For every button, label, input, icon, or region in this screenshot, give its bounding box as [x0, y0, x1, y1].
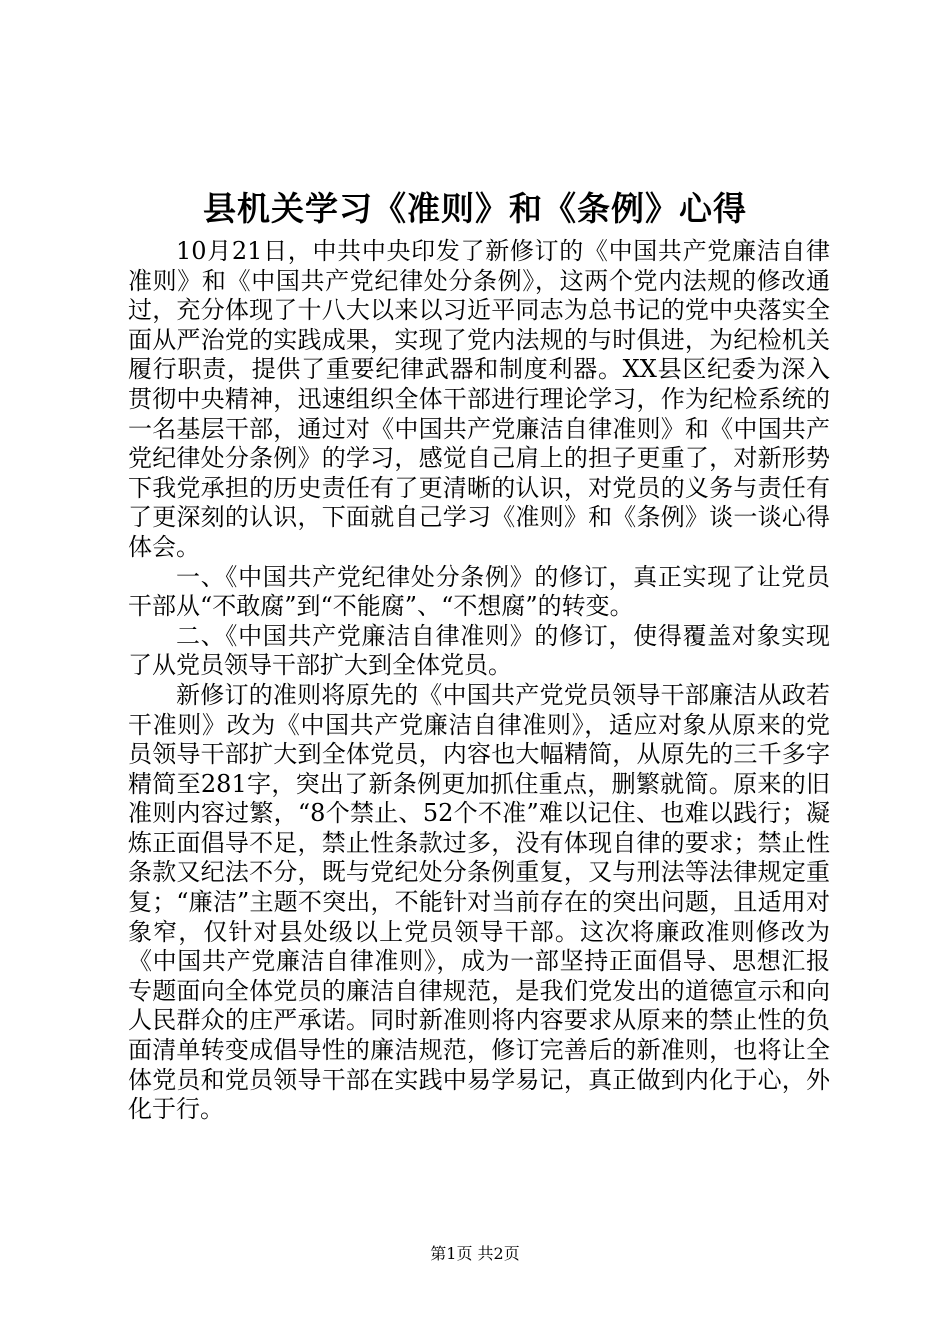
document-title: 县机关学习《准则》和《条例》心得: [203, 189, 747, 228]
paragraph-detail: 新修订的准则将原先的《中国共产党党员领导干部廉洁从政若干准则》改为《中国共产党廉洁自律准则》，适应对象从原来的党员领导干部扩大到全体党员，内容也大幅精简，从原先的三千多字精简至281字，突出了新条例更加抓住重点，删繁就简。原来的旧准则内容过繁，“8个禁止、52个不准”难以记住、也难以践行；凝炼正面倡导不足，禁止性条款过多，没有体现自律的要求；禁止性条款又纪法不分，既与党纪处分条例重复，又与刑法等法律规定重复；“廉洁”主题不突出，不能针对当前存在的突出问题，且适用对象窄，仅针对县处级以上党员领导干部。这次将廉政准则修改为《中国共产党廉洁自律准则》，成为一部坚持正面倡导、思想汇报专题面向全体党员的廉洁自律规范，是我们党发出的道德宣示和向人民群众的庄严承诺。同时新准则将内容要求从原来的禁止性的负面清单转变成倡导性的廉洁规范，修订完善后的新准则，也将让全体党员和党员领导干部在实践中易学易记，真正做到内化于心，外化于行。: [128, 680, 830, 1124]
paragraph-intro: 10月21日，中共中央印发了新修订的《中国共产党廉洁自律准则》和《中国共产党纪律处分条例》，这两个党内法规的修改通过，充分体现了十八大以来以习近平同志为总书记的党中央落实全面从严治党的实践成果，实现了党内法规的与时俱进，为纪检机关履行职责，提供了重要纪律武器和制度利器。XX县区纪委为深入贯彻中央精神，迅速组织全体干部进行理论学习，作为纪检系统的一名基层干部，通过对《中国共产党廉洁自律准则》和《中国共产党纪律处分条例》的学习，感觉自己肩上的担子更重了，对新形势下我党承担的历史责任有了更清晰的认识，对党员的义务与责任有了更深刻的认识，下面就自己学习《准则》和《条例》谈一谈心得体会。: [128, 237, 830, 561]
document-body: [128, 237, 830, 1125]
page-number-footer: 第1页 共2页: [430, 1244, 520, 1263]
paragraph-point-one: 一、《中国共产党纪律处分条例》的修订，真正实现了让党员干部从“不敢腐”到“不能腐”、“不想腐”的转变。: [128, 562, 830, 621]
paragraph-point-two: 二、《中国共产党廉洁自律准则》的修订，使得覆盖对象实现了从党员领导干部扩大到全体党员。: [128, 621, 830, 680]
